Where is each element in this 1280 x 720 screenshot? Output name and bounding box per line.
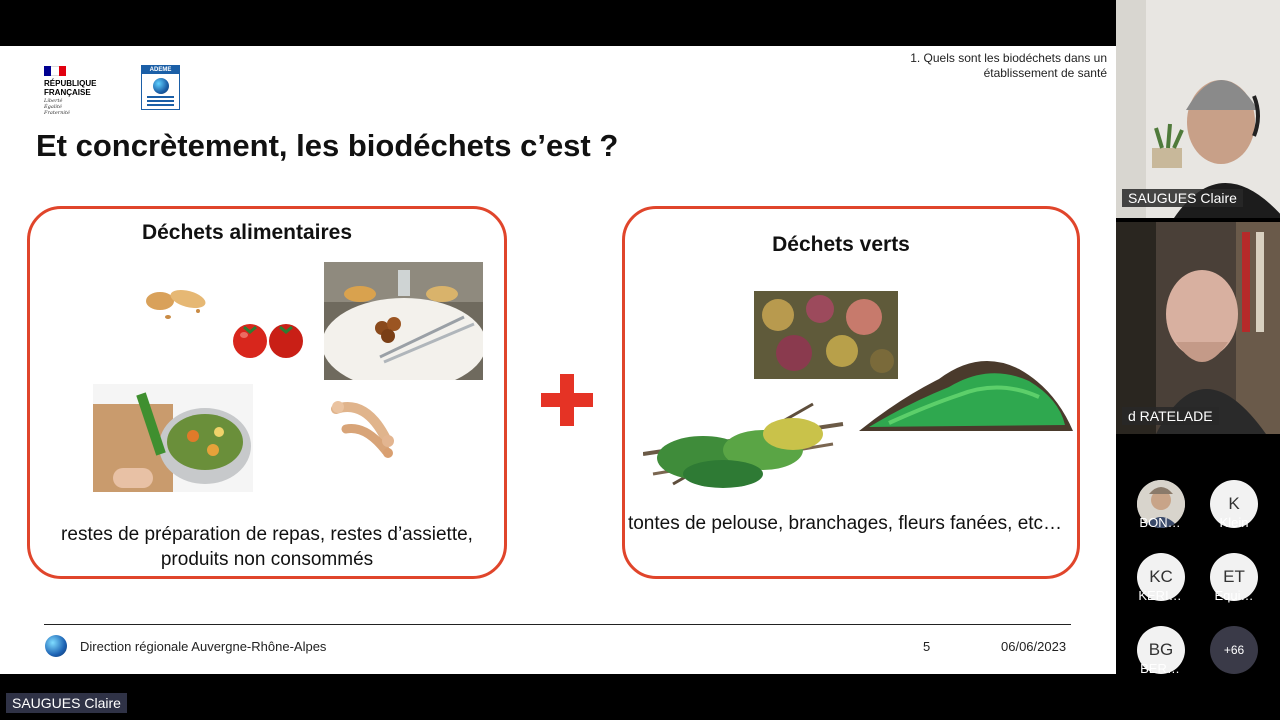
footer-page-number: 5 xyxy=(923,639,931,654)
plus-icon xyxy=(541,374,593,426)
bread-crumbs-image xyxy=(138,281,218,331)
participant-avatar[interactable]: ET xyxy=(1210,553,1258,601)
slide-title: Et concrètement, les biodéchets c’est ? xyxy=(36,128,619,163)
food-waste-description: restes de préparation de repas, restes d’assiette, produits non consommés xyxy=(61,524,473,570)
participant-avatar[interactable]: K xyxy=(1210,480,1258,528)
branches-image xyxy=(643,384,853,499)
participant-label: BER… xyxy=(1140,661,1180,676)
green-waste-title: Déchets verts xyxy=(772,233,910,256)
tomatoes-image xyxy=(230,317,308,361)
republique-francaise-logo xyxy=(44,66,114,116)
participant-label: Klein xyxy=(1219,515,1249,530)
green-waste-box xyxy=(622,206,1080,579)
french-flag-icon xyxy=(44,66,66,76)
ademe-logo xyxy=(141,65,180,110)
vegetable-peelings-image xyxy=(93,384,253,492)
chicken-bones-image xyxy=(326,389,406,461)
video-tile-saugues[interactable] xyxy=(1116,0,1280,218)
footer-organization: Direction régionale Auvergne-Rhône-Alpes xyxy=(80,639,327,654)
more-participants-button[interactable]: +66 xyxy=(1210,626,1258,674)
shared-slide xyxy=(0,46,1116,674)
food-waste-title: Déchets alimentaires xyxy=(141,221,353,244)
participant-video xyxy=(1116,222,1280,434)
video-tile-ratelade[interactable] xyxy=(1116,222,1280,434)
active-speaker-tag: SAUGUES Claire xyxy=(6,693,127,713)
food-waste-box xyxy=(27,206,507,579)
participant-avatar[interactable]: BG xyxy=(1137,626,1185,674)
participant-label: KERI… xyxy=(1138,588,1182,603)
green-waste-description: tontes de pelouse, branchages, fleurs fanées, etc… xyxy=(627,513,1063,534)
participant-name: SAUGUES Claire xyxy=(1122,189,1243,207)
globe-icon xyxy=(153,78,169,94)
grass-clippings-image xyxy=(859,339,1073,439)
participants-panel xyxy=(1116,0,1280,720)
rf-motto: Liberté Égalité Fraternité xyxy=(44,98,70,116)
participant-avatar[interactable]: KC xyxy=(1137,553,1185,601)
footer-divider xyxy=(44,624,1071,625)
ademe-label: ADEME xyxy=(142,66,179,74)
plate-leftovers-image xyxy=(324,262,483,380)
participant-name: d RATELADE xyxy=(1122,407,1219,425)
participant-label: Equi… xyxy=(1214,588,1254,603)
section-title: 1. Quels sont les biodéchets dans un établissement de santé xyxy=(910,51,1107,80)
participant-video xyxy=(1116,0,1280,218)
globe-icon xyxy=(45,635,67,657)
footer-date: 06/06/2023 xyxy=(1001,639,1067,654)
rf-name: RÉPUBLIQUE FRANÇAISE xyxy=(44,79,97,97)
participant-label: BON… xyxy=(1139,515,1181,530)
